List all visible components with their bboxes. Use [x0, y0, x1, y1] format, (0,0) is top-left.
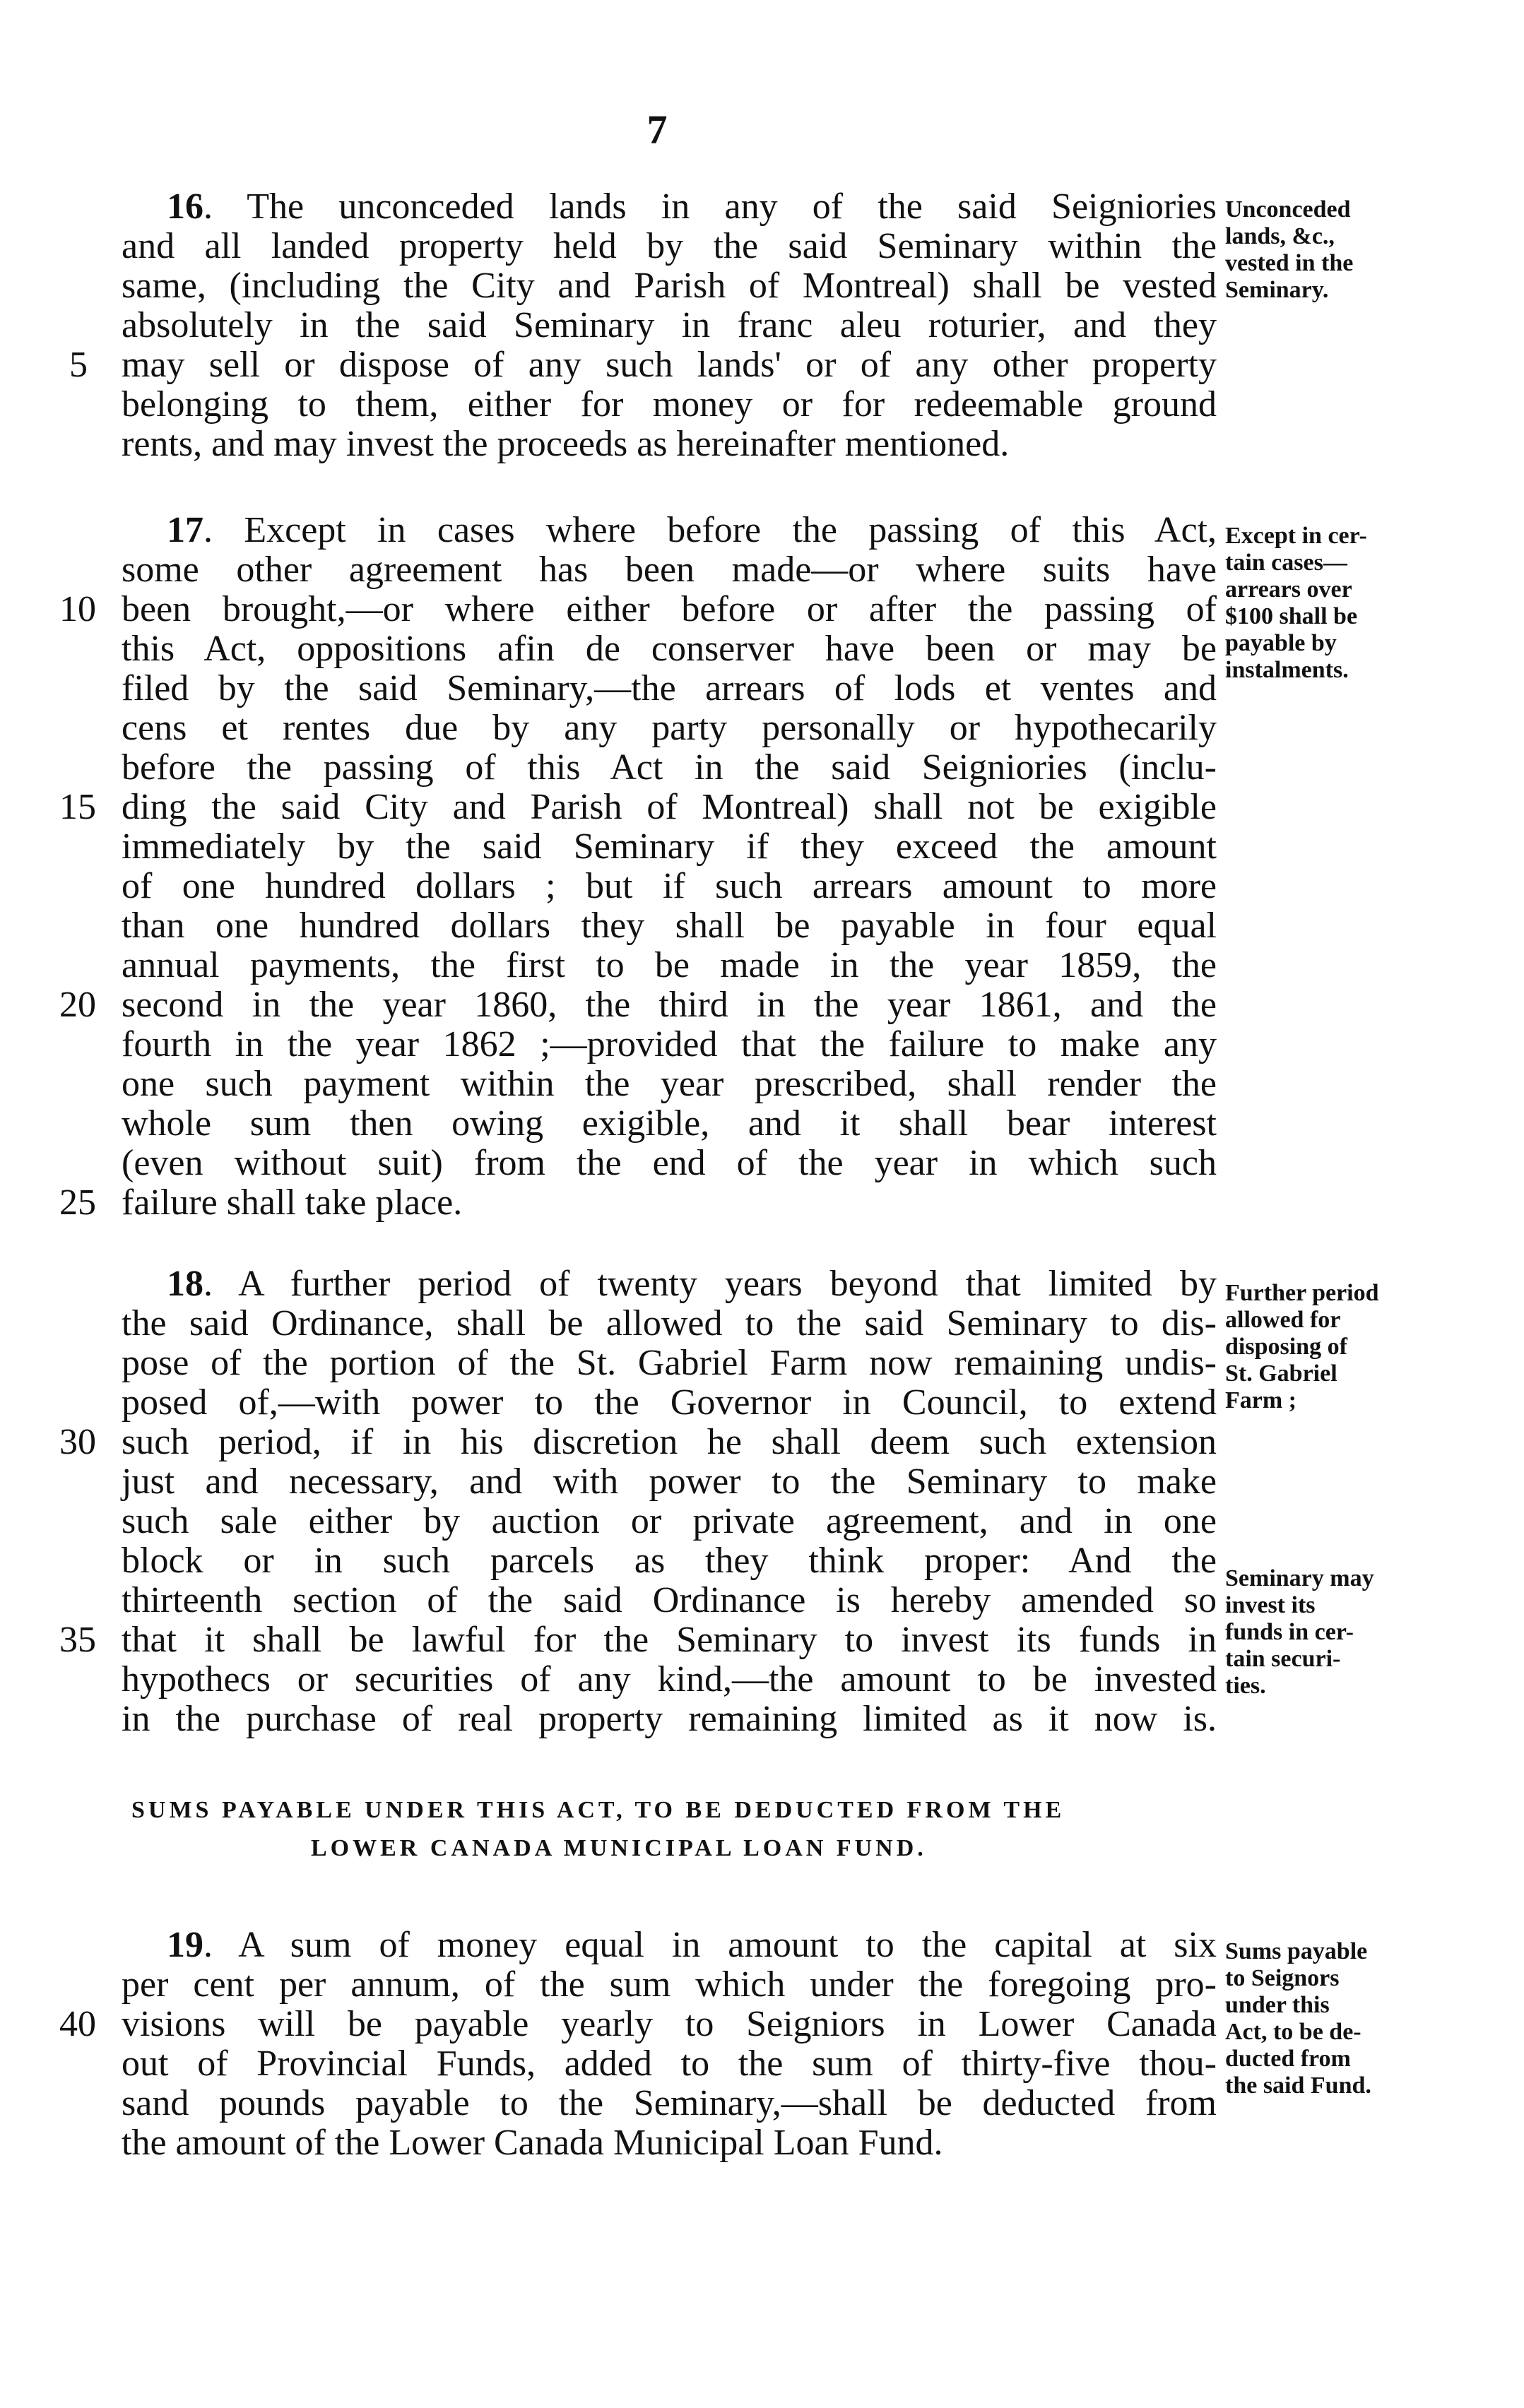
section-18-line-6: just and necessary, and with power to the Seminary to make: [122, 1461, 1217, 1502]
section-17-line-16: whole sum then owing exigible, and it shall bear interest: [122, 1103, 1217, 1144]
section-18-line-9: thirteenth section of the said Ordinance is hereby amended so: [122, 1580, 1217, 1620]
line-number: 10: [59, 589, 96, 629]
section-number: 18: [167, 1264, 203, 1304]
section-18-line-3: pose of the portion of the St. Gabriel Farm now remaining undis-: [122, 1343, 1217, 1383]
line-text: A further period of twenty years beyond that limited by: [238, 1264, 1217, 1304]
margin-note-17-3: arrears over: [1225, 576, 1352, 603]
heading-line-2: LOWER CANADA MUNICIPAL LOAN FUND.: [311, 1835, 927, 1861]
margin-note-18-3: disposing of: [1225, 1334, 1347, 1360]
section-16-line-3: same, (including the City and Parish of Montreal) shall be vested: [122, 266, 1217, 306]
margin-note-16-2: lands, &c.,: [1225, 223, 1335, 249]
margin-note-18b-1: Seminary may: [1225, 1565, 1374, 1591]
section-18-line-2: the said Ordinance, shall be allowed to the said Seminary to dis-: [122, 1303, 1217, 1344]
margin-note-18b-5: ties.: [1225, 1673, 1266, 1699]
section-19-line-1: 19. A sum of money equal in amount to the capital at six: [167, 1925, 1217, 1965]
line-text: Except in cases where before the passing of this Act,: [244, 510, 1217, 550]
section-19-line-6: the amount of the Lower Canada Municipal Loan Fund.: [122, 2123, 943, 2163]
section-16-line-2: and all landed property held by the said Seminary within the: [122, 226, 1217, 266]
section-17-line-3: been brought,—or where either before or after the passing of: [122, 589, 1217, 629]
section-17-line-11: than one hundred dollars they shall be payable in four equal: [122, 906, 1217, 946]
margin-note-18-5: Farm ;: [1225, 1387, 1297, 1413]
section-number: 19: [167, 1925, 203, 1965]
section-number: 16: [167, 186, 203, 227]
section-19-line-3: visions will be payable yearly to Seigniors in Lower Canada: [122, 2004, 1217, 2044]
section-19-line-2: per cent per annum, of the sum which under the foregoing pro-: [122, 1964, 1217, 2005]
section-17-line-17: (even without suit) from the end of the year in which such: [122, 1143, 1217, 1183]
section-17-line-6: cens et rentes due by any party personally or hypothecarily: [122, 708, 1217, 748]
line-number: 25: [59, 1182, 96, 1223]
margin-note-16-3: vested in the: [1225, 250, 1354, 276]
section-18-line-11: hypothecs or securities of any kind,—the amount to be invested: [122, 1659, 1217, 1700]
section-17-line-4: this Act, oppositions afin de conserver have been or may be: [122, 629, 1217, 669]
line-number: 5: [69, 345, 88, 385]
section-18-line-5: such period, if in his discretion he shall deem such extension: [122, 1422, 1217, 1462]
margin-note-17-6: instalments.: [1225, 657, 1349, 683]
line-number: 40: [59, 2004, 96, 2044]
margin-note-16-1: Unconceded: [1225, 196, 1351, 223]
section-17-line-9: immediately by the said Seminary if they exceed the amount: [122, 826, 1217, 867]
margin-note-16-4: Seminary.: [1225, 277, 1329, 303]
section-18-line-7: such sale either by auction or private agreement, and in one: [122, 1501, 1217, 1541]
page-number: 7: [646, 107, 668, 153]
section-18-line-10: that it shall be lawful for the Seminary to invest its funds in: [122, 1620, 1217, 1660]
section-17-line-14: fourth in the year 1862 ;—provided that the failure to make any: [122, 1024, 1217, 1064]
section-number: 17: [167, 510, 203, 550]
margin-note-18-4: St. Gabriel: [1225, 1360, 1337, 1387]
section-16-line-4: absolutely in the said Seminary in franc aleu roturier, and they: [122, 305, 1217, 345]
section-17-line-2: some other agreement has been made—or where suits have: [122, 550, 1217, 590]
line-number: 15: [59, 787, 96, 827]
section-17-line-7: before the passing of this Act in the said Seigniories (inclu-: [122, 747, 1217, 788]
section-17-line-10: of one hundred dollars ; but if such arrears amount to more: [122, 866, 1217, 906]
section-16-line-1: 16. The unconceded lands in any of the said Seigniories: [167, 186, 1217, 227]
section-19-line-5: sand pounds payable to the Seminary,—shall be deducted from: [122, 2083, 1217, 2123]
margin-note-19-6: the said Fund.: [1225, 2072, 1371, 2099]
margin-note-18-2: allowed for: [1225, 1307, 1341, 1333]
heading-line-1: SUMS PAYABLE UNDER THIS ACT, TO BE DEDUCTED FROM THE: [131, 1797, 1065, 1823]
section-16-line-6: belonging to them, either for money or for redeemable ground: [122, 384, 1217, 425]
margin-note-18-1: Further period: [1225, 1280, 1379, 1306]
line-text: The unconceded lands in any of the said Seigniories: [247, 186, 1217, 227]
section-18-line-8: block or in such parcels as they think proper: And the: [122, 1541, 1217, 1581]
section-19-line-4: out of Provincial Funds, added to the sum of thirty-five thou-: [122, 2044, 1217, 2084]
margin-note-19-3: under this: [1225, 1992, 1330, 2018]
margin-note-18b-3: funds in cer-: [1225, 1619, 1354, 1645]
margin-note-19-2: to Seignors: [1225, 1965, 1340, 1991]
line-text: A sum of money equal in amount to the capital at six: [238, 1925, 1217, 1965]
margin-note-17-5: payable by: [1225, 630, 1337, 656]
section-17-line-1: 17. Except in cases where before the passing of this Act,: [167, 510, 1217, 550]
margin-note-19-5: ducted from: [1225, 2046, 1351, 2072]
section-18-line-12: in the purchase of real property remaining limited as it now is.: [122, 1699, 1217, 1739]
section-16-line-7: rents, and may invest the proceeds as hereinafter mentioned.: [122, 424, 1010, 464]
margin-note-18b-2: invest its: [1225, 1592, 1316, 1618]
section-17-line-5: filed by the said Seminary,—the arrears of lods et ventes and: [122, 668, 1217, 708]
section-17-line-18: failure shall take place.: [122, 1182, 463, 1223]
section-18-line-1: 18. A further period of twenty years beyond that limited by: [167, 1264, 1217, 1304]
margin-note-17-1: Except in cer-: [1225, 523, 1367, 549]
line-number: 35: [59, 1620, 96, 1660]
section-16-line-5: may sell or dispose of any such lands' or of any other property: [122, 345, 1217, 385]
section-17-line-15: one such payment within the year prescribed, shall render the: [122, 1064, 1217, 1104]
section-17-line-13: second in the year 1860, the third in the year 1861, and the: [122, 985, 1217, 1025]
margin-note-19-1: Sums payable: [1225, 1938, 1368, 1964]
line-number: 30: [59, 1422, 96, 1462]
margin-note-18b-4: tain securi-: [1225, 1646, 1341, 1672]
margin-note-17-2: tain cases—: [1225, 550, 1347, 576]
margin-note-19-4: Act, to be de-: [1225, 2019, 1361, 2045]
margin-note-17-4: $100 shall be: [1225, 603, 1358, 629]
section-18-line-4: posed of,—with power to the Governor in Council, to extend: [122, 1382, 1217, 1423]
section-17-line-12: annual payments, the first to be made in the year 1859, the: [122, 945, 1217, 985]
section-17-line-8: ding the said City and Parish of Montreal) shall not be exigible: [122, 787, 1217, 827]
line-number: 20: [59, 985, 96, 1025]
